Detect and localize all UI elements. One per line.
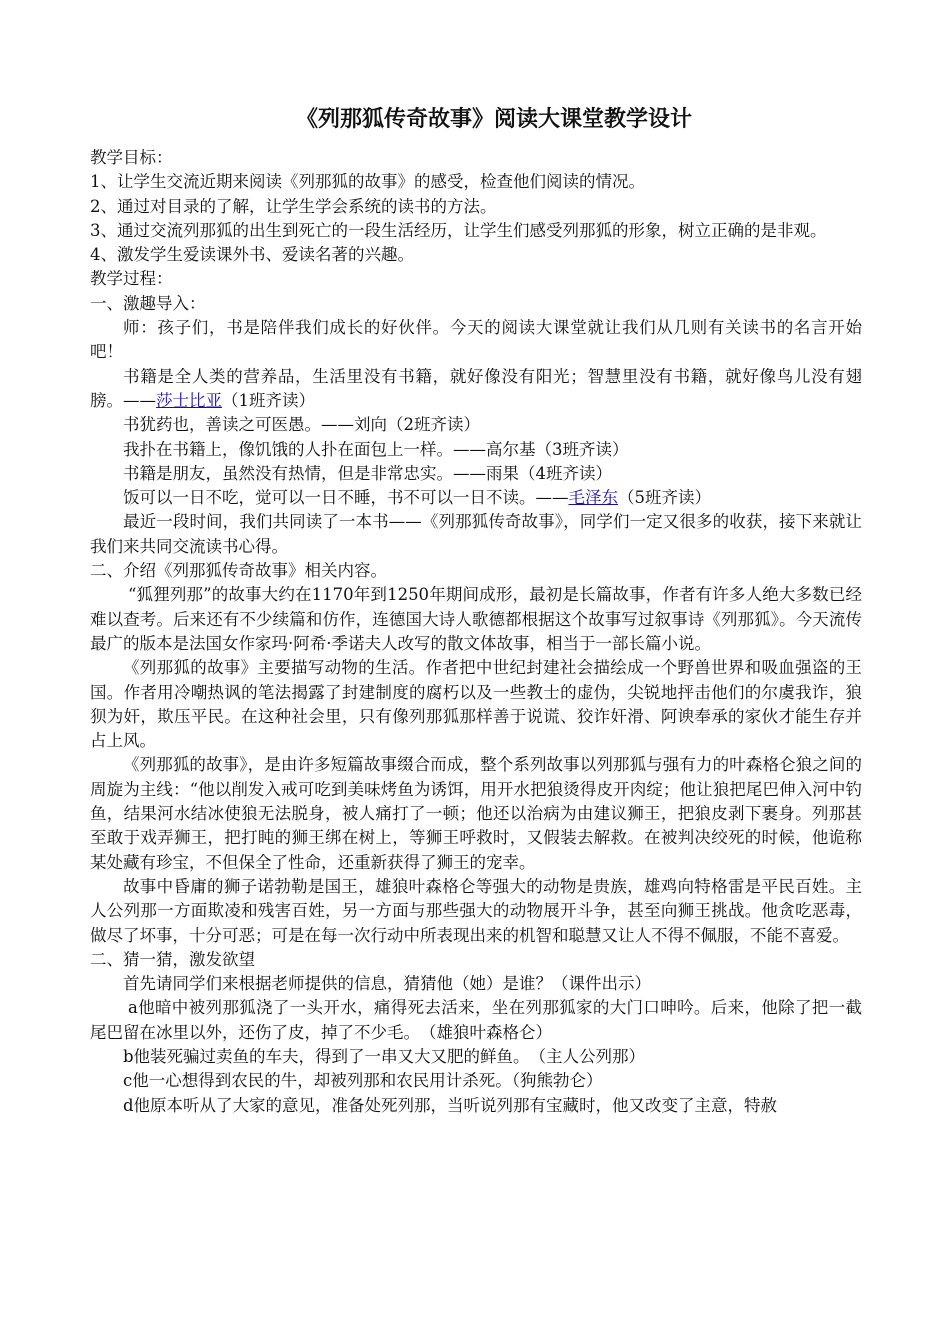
goal-item: 3、通过交流列那狐的出生到死亡的一段生活经历，让学生们感受列那狐的形象，树立正确的是非观。: [90, 220, 827, 240]
guess-item: a他暗中被列那狐浇了一头开水，痛得死去活来，坐在列那狐家的大门口呻吟。后来，他除了把一截尾巴留在冰里以外，还伤了皮，掉了不少毛。 （雄狼叶森格仑）: [90, 998, 862, 1042]
goals-heading: 教学目标：: [90, 148, 173, 167]
paragraph: “狐狸列那”的故事大约在1170年到1250年期间成形，最初是长篇故事，作者有许多人绝大多数已经难以查考。后来还有不少续篇和仿作，连德国大诗人歌德都根据这个故事写过叙事诗《列那狐》。今天流传最广的版本是法国女作家玛·阿希·季诺夫人改写的散文体故事，相当于一部长篇小说。: [90, 585, 862, 653]
paragraph: 师：孩子们，书是陪伴我们成长的好伙伴。今天的阅读大课堂就让我们从几则有关读书的名言开始吧！: [90, 318, 862, 362]
quote-line: 我扑在书籍上，像饥饿的人扑在面包上一样。——高尔基（3班齐读）: [123, 439, 629, 459]
quote-line: [90, 486, 862, 510]
document-page: [90, 104, 862, 1118]
paragraph: 《列那狐的故事》主要描写动物的生活。作者把中世纪封建社会描绘成一个野兽世界和吸血强盗的王国。作者用冷嘲热讽的笔法揭露了封建制度的腐朽以及一些教士的虚伪，尖锐地抨击他们的尔虞我诈，狼狈为奸，欺压平民。在这种社会里，只有像列那狐那样善于说谎、狡诈奸滑、阿谀奉承的家伙才能生存并占上风。: [90, 658, 862, 751]
guess-item: d他原本听从了大家的意见，准备处死列那，当听说列那有宝藏时，他又改变了主意，特赦: [123, 1095, 778, 1115]
quote-line: 书犹药也，善读之可医愚。——刘向（2班齐读）: [123, 415, 480, 435]
quote-text: 书籍是全人类的营养品，生活里没有书籍，就好像没有阳光；智慧里没有书籍，就好像鸟儿没有翅膀。——: [90, 366, 862, 410]
shakespeare-link[interactable]: 莎士比亚: [156, 390, 222, 410]
guess-item: c他一心想得到农民的牛，却被列那和农民用计杀死。（狗熊勃仑）: [123, 1071, 603, 1091]
section-heading: 一、激趣导入：: [90, 293, 206, 313]
paragraph: 最近一段时间，我们共同读了一本书——《列那狐传奇故事》，同学们一定又很多的收获，接下来就让我们来共同交流读书心得。: [90, 512, 862, 556]
quote-line: [90, 365, 862, 414]
paragraph: 首先请同学们来根据老师提供的信息，猜猜他（她）是谁？（课件出示）: [123, 974, 651, 994]
document-title: 《列那狐传奇故事》阅读大课堂教学设计: [295, 106, 692, 132]
goal-item: 1、让学生交流近期来阅读《列那狐的故事》的感受，检查他们阅读的情况。: [90, 172, 645, 192]
quote-tail: （1班齐读）: [222, 390, 315, 410]
mao-zedong-link[interactable]: 毛泽东: [568, 488, 618, 508]
quote-line: 书籍是朋友，虽然没有热情，但是非常忠实。——雨果（4班齐读）: [123, 463, 612, 483]
guess-item: b他装死骗过卖鱼的车夫，得到了一串又大又肥的鲜鱼。 （主人公列那）: [123, 1046, 646, 1066]
paragraph: 故事中昏庸的狮子诺勃勒是国王，雄狼叶森格仑等强大的动物是贵族，雄鸡向特格雷是平民百姓。主人公列那一方面欺凌和残害百姓，另一方面与那些强大的动物展开斗争，甚至向狮王挑战。他贪吃恶毒，做尽了坏事，十分可恶；可是在每一次行动中所表现出来的机智和聪慧又让人不得不佩服，不能不喜爱。: [90, 876, 862, 945]
section-heading: 二、猜一猜，激发欲望: [90, 949, 255, 969]
section-heading: 二、介绍《列那狐传奇故事》相关内容。: [90, 561, 387, 581]
process-heading: 教学过程：: [90, 269, 173, 289]
quote-tail: （5班齐读）: [618, 488, 711, 508]
goal-item: 2、通过对目录的了解，让学生学会系统的读书的方法。: [90, 196, 497, 216]
paragraph: 《列那狐的故事》，是由许多短篇故事缀合而成，整个系列故事以列那狐与强有力的叶森格仑狼之间的周旋为主线：“他以削发入戒可吃到美味烤鱼为诱饵，用开水把狼烫得皮开肉绽；他让狼把尾巴伸入河中钓鱼，结果河水结冰使狼无法脱身，被人痛打了一顿；他还以治病为由建议狮王，把狼皮剥下裹身。列那甚至敢于戏弄狮王，把打盹的狮王绑在树上，等狮王呼救时，又假装去解救。在被判决绞死的时候，他诡称某处藏有珍宝，不但保全了性命，还重新获得了狮王的宠幸。: [90, 755, 862, 872]
quote-text: 饭可以一日不吃，觉可以一日不睡，书不可以一日不读。——: [123, 488, 569, 508]
goal-item: 4、激发学生爱读课外书、爱读名著的兴趣。: [90, 245, 414, 265]
